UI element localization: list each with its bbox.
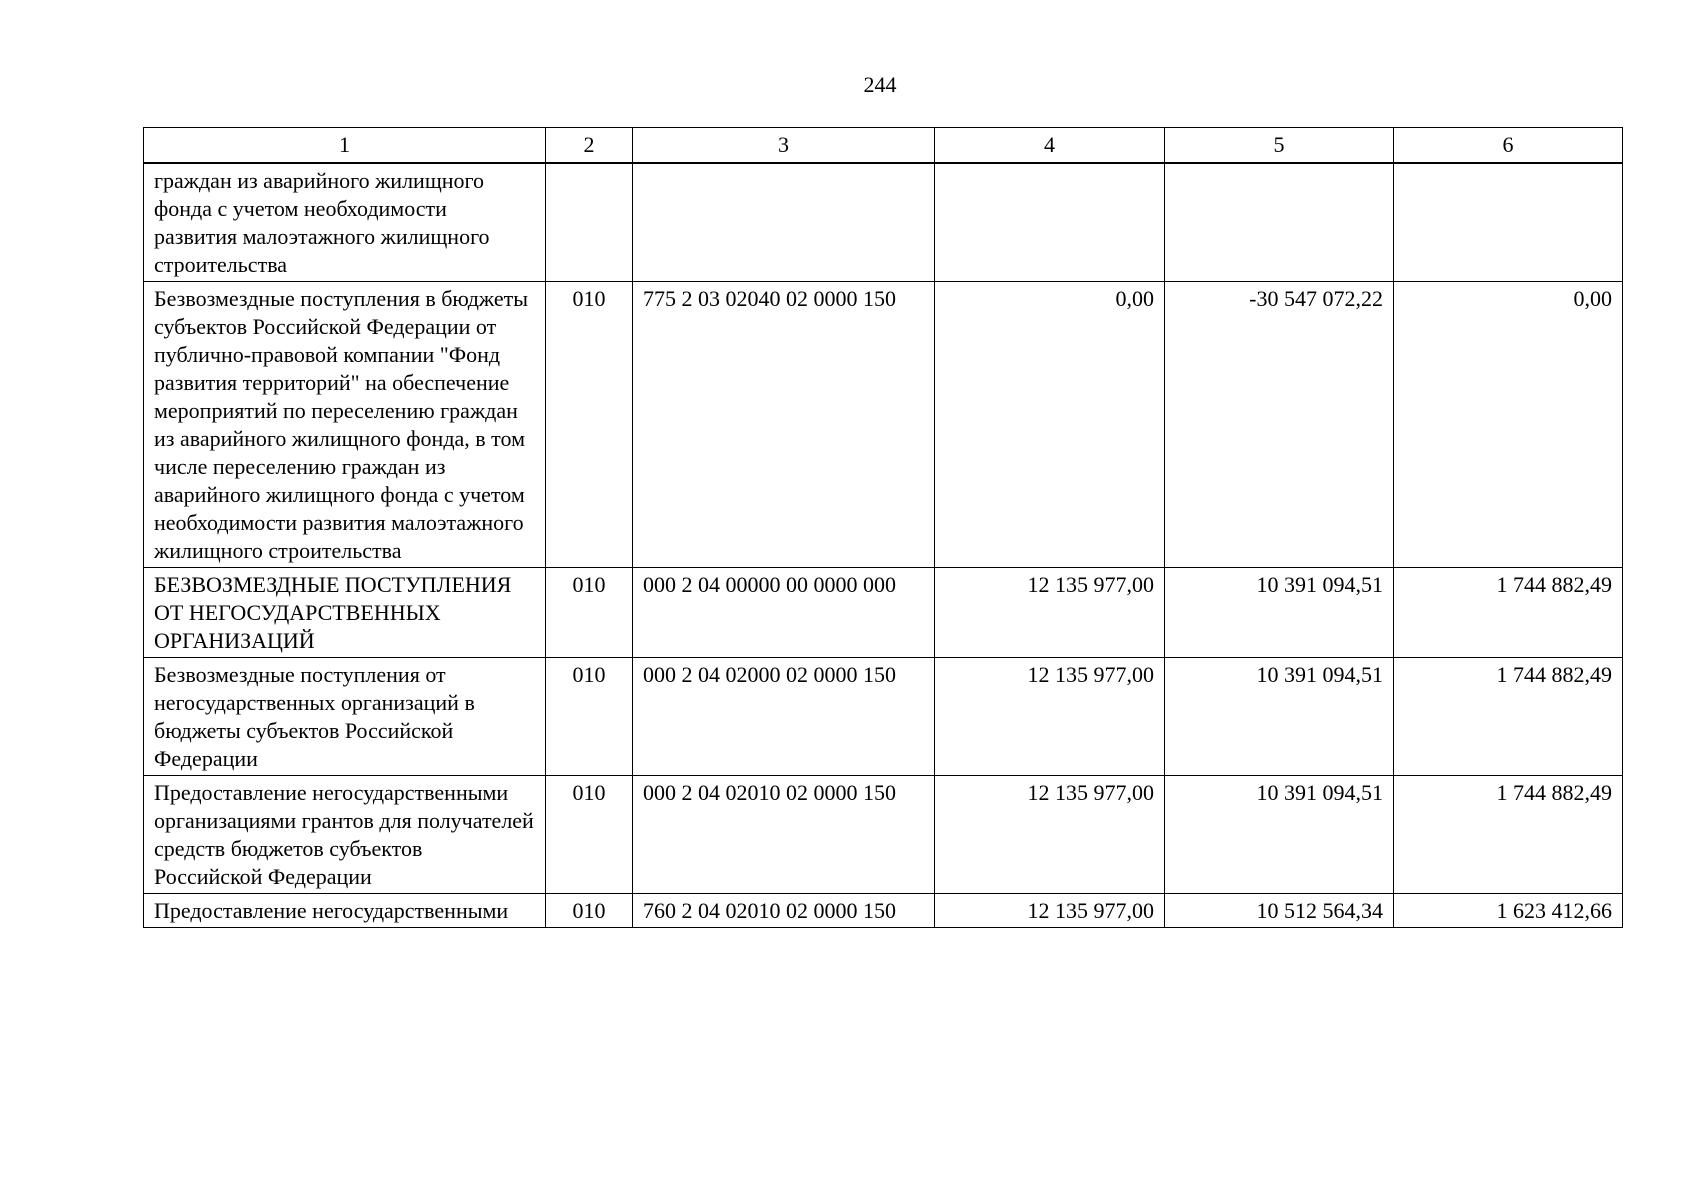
row-value-5-cell: 10 391 094,51 [1165, 568, 1394, 658]
column-header-2: 2 [546, 128, 633, 164]
column-header-3: 3 [633, 128, 935, 164]
column-header-4: 4 [935, 128, 1165, 164]
row-kbk-cell [633, 163, 935, 282]
row-value-4-cell: 12 135 977,00 [935, 894, 1165, 928]
row-name-cell: БЕЗВОЗМЕЗДНЫЕ ПОСТУПЛЕНИЯ ОТ НЕГОСУДАРСТВЕННЫХ ОРГАНИЗАЦИЙ [144, 568, 546, 658]
row-name-cell: граждан из аварийного жилищного фонда с учетом необходимости развития малоэтажного жилищного строительства [144, 163, 546, 282]
row-value-4-cell: 12 135 977,00 [935, 568, 1165, 658]
table-header-row [144, 128, 1623, 164]
row-code-cell: 010 [546, 776, 633, 894]
row-name-cell: Безвозмездные поступления в бюджеты субъектов Российской Федерации от публично-правовой компании "Фонд развития территорий" на обеспечение мероприятий по переселению граждан из аварийного жилищного фонда, в том числе переселению граждан из аварийного жилищного фонда с учетом необходимости развития малоэтажного жилищного строительства [144, 282, 546, 568]
row-value-6-cell: 0,00 [1394, 282, 1623, 568]
row-value-6-cell: 1 744 882,49 [1394, 658, 1623, 776]
row-value-4-cell: 12 135 977,00 [935, 776, 1165, 894]
row-code-cell: 010 [546, 568, 633, 658]
row-kbk-cell: 000 2 04 02000 02 0000 150 [633, 658, 935, 776]
budget-revenue-table [143, 127, 1623, 928]
row-value-5-cell: 10 391 094,51 [1165, 776, 1394, 894]
table-row [144, 894, 1623, 928]
table-row [144, 776, 1623, 894]
row-value-6-cell: 1 744 882,49 [1394, 776, 1623, 894]
row-code-cell: 010 [546, 894, 633, 928]
row-value-6-cell: 1 744 882,49 [1394, 568, 1623, 658]
row-value-5-cell [1165, 163, 1394, 282]
table-row [144, 568, 1623, 658]
column-header-5: 5 [1165, 128, 1394, 164]
column-header-6: 6 [1394, 128, 1623, 164]
row-value-4-cell: 0,00 [935, 282, 1165, 568]
table-row [144, 163, 1623, 282]
row-name-cell: Предоставление негосударственными организациями грантов для получателей средств бюджетов субъектов Российской Федерации [144, 776, 546, 894]
column-header-1: 1 [144, 128, 546, 164]
table-row [144, 658, 1623, 776]
row-value-6-cell: 1 623 412,66 [1394, 894, 1623, 928]
row-value-5-cell: 10 512 564,34 [1165, 894, 1394, 928]
page-number: 244 [863, 72, 897, 97]
row-kbk-cell: 775 2 03 02040 02 0000 150 [633, 282, 935, 568]
row-value-5-cell: 10 391 094,51 [1165, 658, 1394, 776]
row-value-4-cell: 12 135 977,00 [935, 658, 1165, 776]
row-kbk-cell: 760 2 04 02010 02 0000 150 [633, 894, 935, 928]
row-value-5-cell: -30 547 072,22 [1165, 282, 1394, 568]
row-code-cell [546, 163, 633, 282]
row-kbk-cell: 000 2 04 00000 00 0000 000 [633, 568, 935, 658]
row-kbk-cell: 000 2 04 02010 02 0000 150 [633, 776, 935, 894]
row-value-4-cell [935, 163, 1165, 282]
row-code-cell: 010 [546, 658, 633, 776]
row-name-cell: Безвозмездные поступления от негосударственных организаций в бюджеты субъектов Российской Федерации [144, 658, 546, 776]
row-name-cell: Предоставление негосударственными [144, 894, 546, 928]
row-value-6-cell [1394, 163, 1623, 282]
row-code-cell: 010 [546, 282, 633, 568]
table-row [144, 282, 1623, 568]
